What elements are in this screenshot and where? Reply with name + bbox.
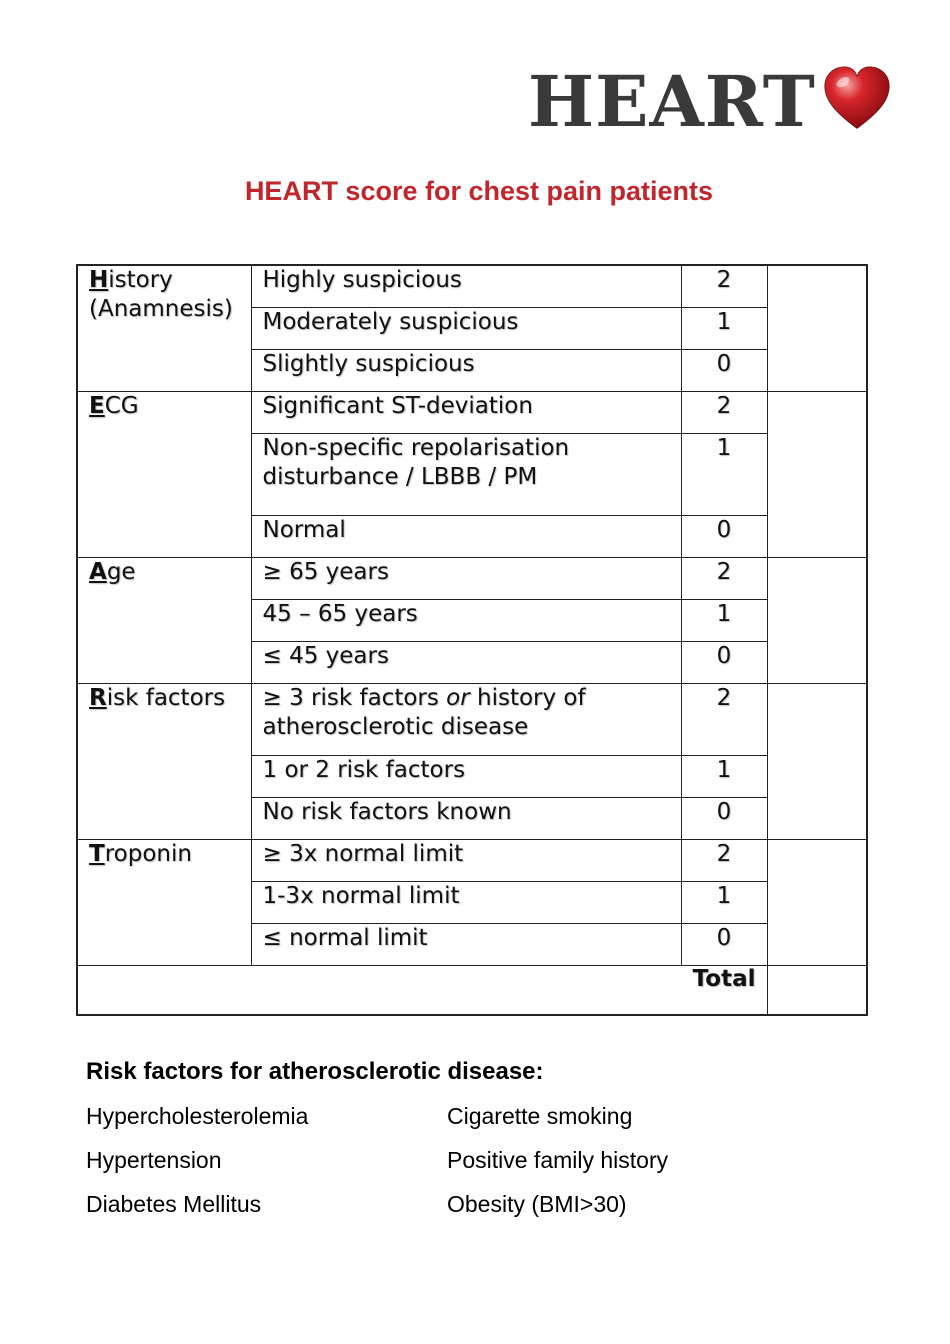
option-label: Significant ST-deviation — [251, 391, 681, 433]
option-points: 0 — [681, 641, 767, 683]
risk-factor-item: Hypertension — [86, 1147, 222, 1173]
total-label: Total — [77, 965, 767, 1015]
option-label: No risk factors known — [251, 797, 681, 839]
option-points: 1 — [681, 755, 767, 797]
page-title: HEART score for chest pain patients — [244, 176, 714, 206]
score-cell[interactable] — [767, 683, 867, 839]
risk-factor-item: Obesity (BMI>30) — [447, 1191, 627, 1217]
table-row — [77, 391, 867, 433]
risk-factor-item: Diabetes Mellitus — [86, 1191, 262, 1217]
risk-factor-item: Hypercholesterolemia — [86, 1103, 309, 1129]
option-label: 1-3x normal limit — [251, 881, 681, 923]
option-points: 1 — [681, 599, 767, 641]
heart-score-table — [76, 264, 868, 1016]
risk-factor-item: Positive family history — [447, 1147, 669, 1173]
option-points: 0 — [681, 797, 767, 839]
option-label: Non-specific repolarisation disturbance / LBBB / PM — [251, 433, 681, 515]
option-label: 1 or 2 risk factors — [251, 755, 681, 797]
option-points: 0 — [681, 515, 767, 557]
category-risk-factors: Risk factors — [77, 683, 251, 839]
category-troponin: Troponin — [77, 839, 251, 965]
option-points: 2 — [681, 683, 767, 755]
total-score-cell[interactable] — [767, 965, 867, 1015]
option-points: 2 — [681, 391, 767, 433]
option-label: ≤ normal limit — [251, 923, 681, 965]
option-points: 1 — [681, 307, 767, 349]
option-points: 2 — [681, 839, 767, 881]
category-age: Age — [77, 557, 251, 683]
score-cell[interactable] — [767, 557, 867, 683]
option-points: 1 — [681, 881, 767, 923]
option-points: 2 — [681, 557, 767, 599]
option-label: ≤ 45 years — [251, 641, 681, 683]
risk-factors-title: Risk factors for atherosclerotic disease: — [86, 1058, 544, 1085]
option-points: 1 — [681, 433, 767, 515]
risk-factor-item: Cigarette smoking — [447, 1103, 633, 1129]
option-label: 45 – 65 years — [251, 599, 681, 641]
option-label: ≥ 3 risk factors or history of atherosclerotic disease — [251, 683, 681, 755]
table-row — [77, 265, 867, 307]
option-label: Highly suspicious — [251, 265, 681, 307]
table-row — [77, 683, 867, 755]
score-cell[interactable] — [767, 265, 867, 391]
score-cell[interactable] — [767, 839, 867, 965]
table-row — [77, 557, 867, 599]
category-ecg: ECG — [77, 391, 251, 557]
score-cell[interactable] — [767, 391, 867, 557]
option-label: Normal — [251, 515, 681, 557]
table-row — [77, 839, 867, 881]
total-row — [77, 965, 867, 1015]
option-points: 2 — [681, 265, 767, 307]
category-history: History (Anamnesis) — [77, 265, 251, 391]
option-label: ≥ 3x normal limit — [251, 839, 681, 881]
option-label: ≥ 65 years — [251, 557, 681, 599]
logo-text: HEART — [528, 60, 816, 143]
option-points: 0 — [681, 923, 767, 965]
heart-icon — [822, 64, 892, 134]
heart-logo — [528, 62, 892, 142]
option-label: Moderately suspicious — [251, 307, 681, 349]
option-points: 0 — [681, 349, 767, 391]
option-label: Slightly suspicious — [251, 349, 681, 391]
